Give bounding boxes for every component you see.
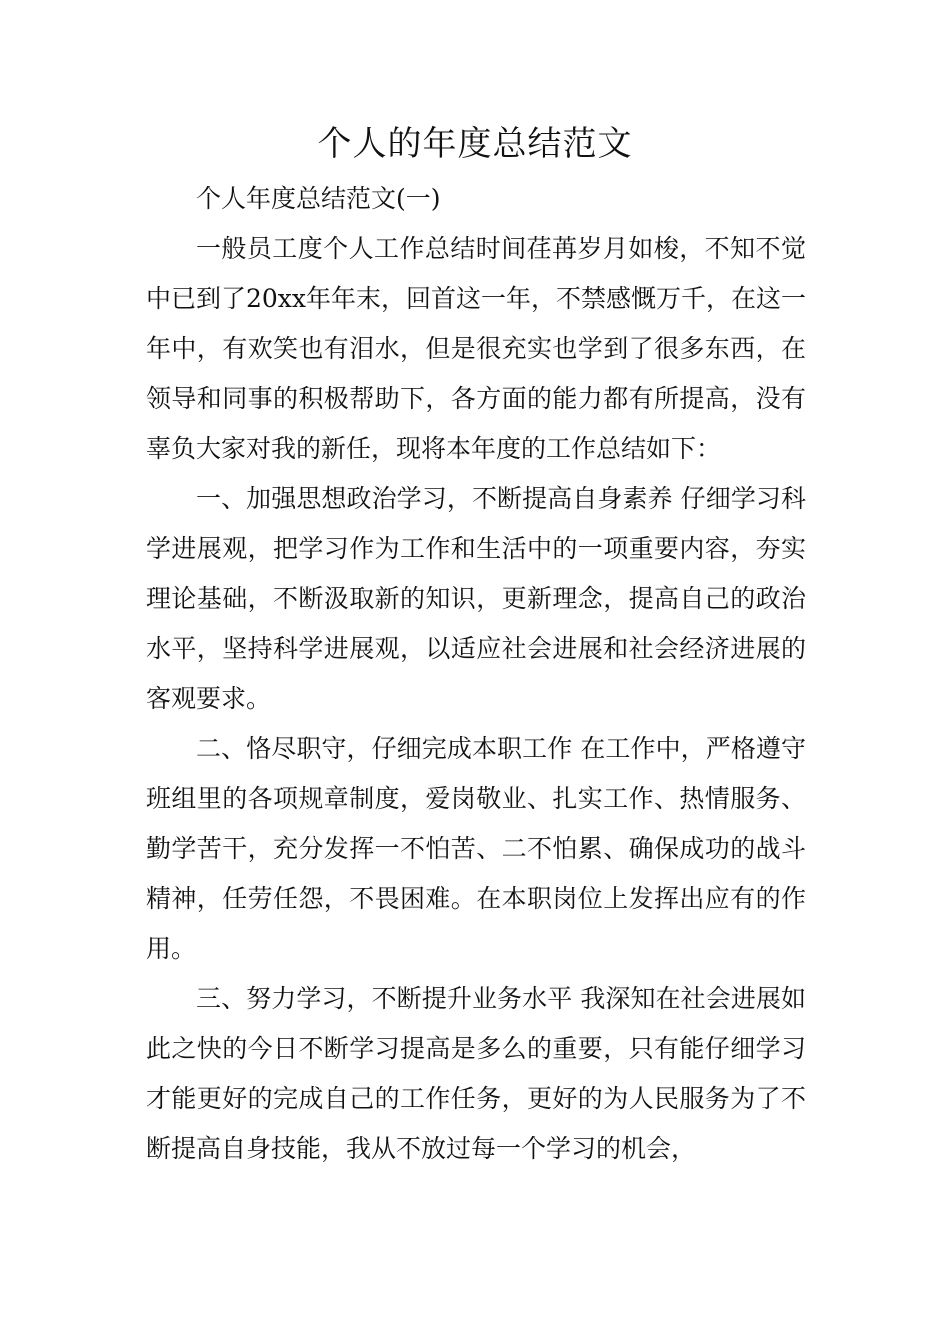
document-subtitle: 个人年度总结范文(一) <box>196 184 441 213</box>
paragraph-section-three: 三、努力学习，不断提升业务水平 我深知在社会进展如此之快的今日不断学习提高是多么的重要，只有能仔细学习才能更好的完成自己的工作任务，更好的为人民服务为了不断提高自身技能，我从不放过每一个学习的机会， <box>146 984 806 1163</box>
paragraph-section-two: 二、恪尽职守，仔细完成本职工作 在工作中，严格遵守班组里的各项规章制度，爱岗敬业、扎实工作、热情服务、勤学苦干，充分发挥一不怕苦、二不怕累、确保成功的战斗精神，任劳任怨，不畏困难。在本职岗位上发挥出应有的作用。 <box>146 734 806 963</box>
paragraph-intro: 一般员工度个人工作总结时间荏苒岁月如梭，不知不觉中已到了20xx年年末，回首这一年，不禁感慨万千，在这一年中，有欢笑也有泪水，但是很充实也学到了很多东西，在领导和同事的积极帮助下，各方面的能力都有所提高，没有辜负大家对我的新任，现将本年度的工作总结如下： <box>146 234 807 463</box>
document-body <box>146 174 806 1174</box>
paragraph-section-one: 一、加强思想政治学习，不断提高自身素养 仔细学习科学进展观，把学习作为工作和生活中的一项重要内容，夯实理论基础，不断汲取新的知识，更新理念，提高自己的政治水平，坚持科学进展观，以适应社会进展和社会经济进展的客观要求。 <box>146 484 806 713</box>
document-title: 个人的年度总结范文 <box>317 124 633 164</box>
